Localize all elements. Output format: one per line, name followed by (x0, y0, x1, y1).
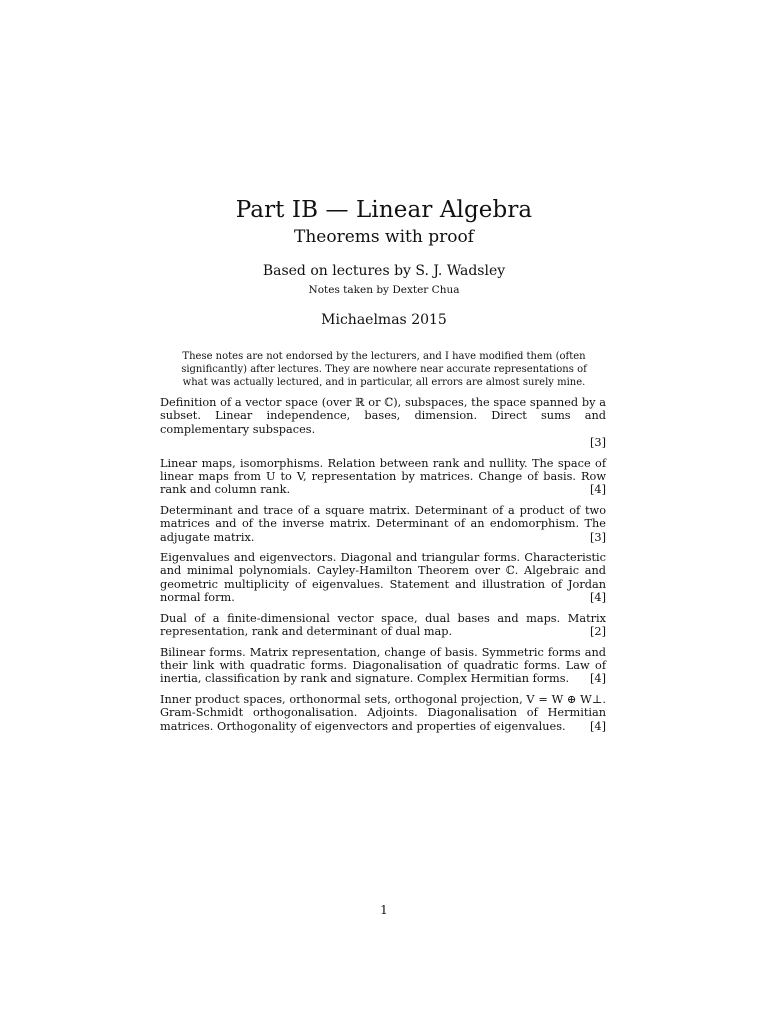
lecturer-credit: Based on lectures by S. J. Wadsley (262, 263, 506, 279)
syllabus-item-text: Determinant and trace of a square matrix. Determinant of a product of two matrices and of the inverse matrix. Determinant of an endomorphism. The adjugate matrix. (160, 503, 606, 544)
scribe-credit: Notes taken by Dexter Chua (308, 284, 460, 296)
syllabus-item-linear-maps (160, 457, 606, 497)
syllabus-item-vector-spaces (160, 396, 606, 450)
syllabus-item-text: Dual of a finite-dimensional vector space, dual bases and maps. Matrix representation, rank and determinant of dual map. (160, 611, 606, 639)
page-title: Part IB — Linear Algebra (235, 197, 533, 223)
disclaimer-text: These notes are not endorsed by the lecturers, and I have modified them (often significantly) after lectures. They are nowhere near accurate representations of what was actually lectured, and in particular, all errors are almost surely mine. (181, 351, 587, 388)
syllabus-item-hours: [3] (589, 436, 606, 450)
syllabus-item-text: Eigenvalues and eigenvectors. Diagonal and triangular forms. Characteristic and minimal polynomials. Cayley-Hamilton Theorem over ℂ. Algebraic and geometric multiplicity of eigenvalues. Statement and illustration of Jordan normal form. (160, 551, 606, 605)
syllabus-item-bilinear-forms (160, 646, 606, 686)
syllabus-item-eigenvalues (160, 551, 606, 605)
page-number: 1 (380, 903, 388, 917)
syllabus-item-text: Definition of a vector space (over ℝ or ℂ), subspaces, the space spanned by a subset. Linear independence, bases, dimension. Direct sums and complementary subspaces. (160, 396, 606, 436)
syllabus-item-text: Bilinear forms. Matrix representation, change of basis. Symmetric forms and their link with quadratic forms. Diagonalisation of quadratic forms. Law of inertia, classification by rank and signature. Complex Hermitian forms. (160, 645, 606, 686)
syllabus-item-hours: [4] (589, 672, 606, 686)
syllabus-item-hours: [3] (589, 530, 606, 544)
syllabus-item-text: Linear maps, isomorphisms. Relation between rank and nullity. The space of linear maps from U to V, representation by matrices. Change of basis. Row rank and column rank. (160, 456, 606, 497)
syllabus-item-text: Inner product spaces, orthonormal sets, orthogonal projection, V = W ⊕ W⊥. Gram-Schmidt orthogonalisation. Adjoints. Diagonalisation of Hermitian matrices. Orthogonality of eigenvectors and properties of eigenvalues. (160, 692, 606, 733)
syllabus-item-hours: [4] (589, 719, 606, 733)
syllabus-item-hours: [4] (589, 591, 606, 605)
term-date: Michaelmas 2015 (321, 312, 447, 328)
page-subtitle: Theorems with proof (294, 227, 474, 247)
syllabus-item-hours: [2] (589, 625, 606, 639)
syllabus-item-hours: [4] (589, 483, 606, 497)
syllabus-item-dual-spaces (160, 612, 606, 639)
syllabus-item-determinants (160, 504, 606, 544)
syllabus-list (160, 396, 606, 740)
syllabus-item-inner-products (160, 693, 606, 733)
